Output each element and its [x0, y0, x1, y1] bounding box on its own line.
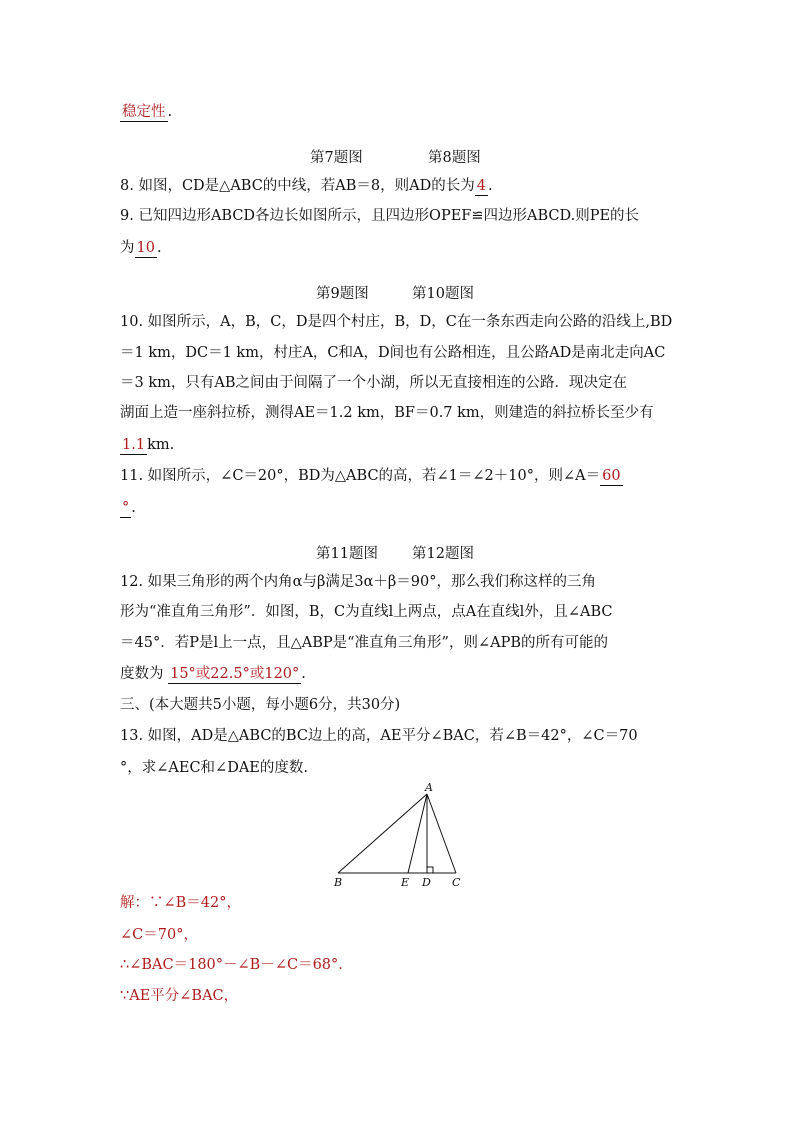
label-a: A [425, 781, 433, 794]
q11-answer: 60 [602, 468, 621, 484]
label-b: B [334, 876, 343, 889]
line-ac [427, 794, 456, 873]
q10-answer: 1.1 [122, 437, 146, 453]
right-angle-mark [427, 867, 433, 873]
question-10-line1: 10. 如图所示，A，B，C，D是四个村庄，B，D，C在一条东西走向公路的沿线上,BD [120, 314, 673, 330]
section-3-heading: 三、(本大题共5小题，每小题6分，共30分) [120, 697, 401, 713]
question-11-line1: 11. 如图所示，∠C＝20°，BD为△ABC的高，若∠1＝∠2＋10°，则∠A＝ 60 [120, 468, 621, 484]
question-8: 8. 如图，CD是△ABC的中线，若AB＝8，则AD的长为 4 . [120, 178, 493, 194]
q9-answer: 10 [136, 240, 155, 256]
question-10-line2: ＝1 km，DC＝1 km，村庄A，C和A，D间也有公路相连，且公路AD是南北走向AC [120, 345, 666, 361]
q7-answer: 稳定性 [122, 104, 166, 120]
question-13-line2: °，求∠AEC和∠DAE的度数. [120, 760, 308, 776]
triangle-figure [328, 778, 468, 892]
caption-fig10: 第10题图 [412, 286, 474, 302]
question-10-line3: ＝3 km，只有AB之间由于间隔了一个小湖，所以无直接相连的公路．现决定在 [120, 375, 627, 391]
label-c: C [452, 876, 461, 889]
solution-line4: ∵AE平分∠BAC， [120, 988, 239, 1004]
line-ab [338, 794, 427, 873]
question-9-line2: 为 10 . [120, 240, 162, 256]
question-9-line1: 9. 已知四边形ABCD各边长如图所示，且四边形OPEF≌四边形ABCD.则PE的长 [120, 208, 640, 224]
question-12-line4: 度数为 15°或22.5°或120° . [120, 666, 306, 682]
question-13-line1: 13. 如图，AD是△ABC的BC边上的高，AE平分∠BAC，若∠B＝42°，∠C＝70 [120, 728, 638, 744]
q12-answer: 15°或22.5°或120° [170, 666, 300, 682]
label-d: D [422, 876, 431, 889]
caption-fig9: 第9题图 [316, 286, 369, 302]
line-ae [408, 794, 427, 873]
q8-answer: 4 [476, 178, 486, 194]
solution-line1: 解：∵∠B＝42°， [120, 895, 242, 911]
caption-fig7: 第7题图 [310, 150, 363, 166]
label-e: E [401, 876, 410, 889]
question-12-line3: ＝45°．若P是l上一点，且△ABP是“准直角三角形”，则∠APB的所有可能的 [120, 635, 608, 651]
q11-answer-degree: ° [122, 500, 130, 516]
caption-fig11: 第11题图 [316, 546, 378, 562]
caption-fig8: 第8题图 [428, 150, 481, 166]
question-10-line4: 湖面上造一座斜拉桥，测得AE＝1.2 km，BF＝0.7 km，则建造的斜拉桥长至少有 [120, 405, 654, 421]
question-11-line2: ° . [122, 500, 136, 516]
solution-line3: ∴∠BAC＝180°－∠B－∠C＝68°． [120, 957, 353, 973]
question-12-line1: 12. 如果三角形的两个内角α与β满足3α＋β＝90°，那么我们称这样的三角 [120, 574, 596, 590]
solution-line2: ∠C＝70°， [120, 927, 198, 943]
question-10-answer-line: 1.1 km. [122, 437, 175, 453]
q7-answer-line: 稳定性 . [122, 104, 173, 120]
caption-fig12: 第12题图 [412, 546, 474, 562]
question-12-line2: 形为“准直角三角形”．如图，B，C为直线l上两点，点A在直线l外，且∠ABC [120, 604, 613, 620]
